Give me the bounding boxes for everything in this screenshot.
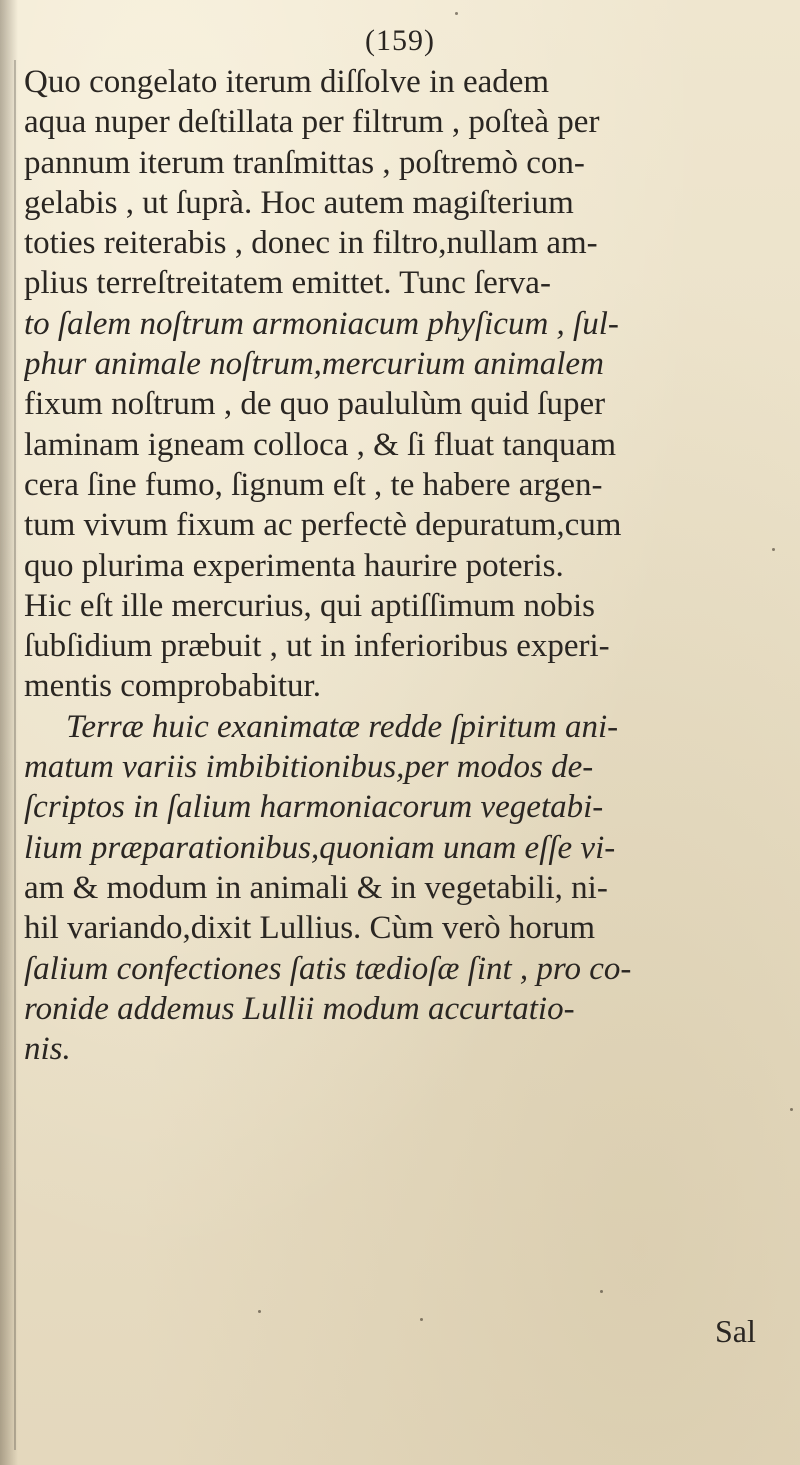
- ink-speck: [600, 1290, 603, 1293]
- ink-speck: [258, 1310, 261, 1313]
- text-line-24: ronide addemus Lullii modum accurtatio-: [24, 990, 575, 1027]
- text-line-15: ſubſidium præbuit , ut in inferioribus experi-: [24, 628, 610, 665]
- page-number: (159): [365, 24, 435, 57]
- text-line-19: ſcriptos in ſalium harmoniacorum vegetabi-: [24, 789, 604, 826]
- text-line-2: aqua nuper deſtillata per filtrum , poſteà per: [24, 104, 600, 141]
- text-line-9: fixum noſtrum , de quo paululùm quid ſuper: [24, 386, 606, 423]
- text-line-5: toties reiterabis , donec in filtro,nullam am-: [24, 225, 598, 262]
- text-line-22: hil variando,dixit Lullius. Cùm verò horum: [24, 910, 596, 947]
- text-line-13: quo plurima experimenta haurire poteris.: [24, 547, 564, 584]
- ink-speck: [455, 12, 458, 15]
- text-line-7: to ſalem noſtrum armoniacum phyſicum , ſul-: [24, 305, 619, 342]
- text-line-11: cera ſine fumo, ſignum eſt , te habere argen-: [24, 466, 603, 503]
- text-line-23: ſalium confectiones ſatis tædioſæ ſint , pro co-: [24, 950, 632, 987]
- page-gutter-rule: [14, 60, 16, 1450]
- text-line-25: nis.: [24, 1031, 71, 1068]
- text-line-18: matum variis imbibitionibus,per modos de-: [24, 749, 594, 786]
- text-line-16: mentis comprobabitur.: [24, 668, 321, 705]
- text-line-14: Hic eſt ille mercurius, qui aptiſſimum nobis: [24, 587, 595, 624]
- text-line-1: Quo congelato iterum diſſolve in eadem: [24, 64, 550, 100]
- text-line-4: gelabis , ut ſuprà. Hoc autem magiſterium: [24, 184, 574, 221]
- ink-speck: [790, 1108, 793, 1111]
- ink-speck: [420, 1318, 423, 1321]
- text-line-8: phur animale noſtrum,mercurium animalem: [24, 346, 604, 383]
- text-line-6: plius terreſtreitatem emittet. Tunc ſerva-: [24, 265, 551, 302]
- text-line-17: Terræ huic exanimatæ redde ſpiritum ani-: [66, 708, 619, 745]
- text-line-12: tum vivum fixum ac perfectè depuratum,cum: [24, 507, 622, 544]
- text-line-3: pannum iterum tranſmittas , poſtremò con-: [24, 144, 585, 181]
- text-line-21: am & modum in animali & in vegetabili, ni-: [24, 869, 608, 906]
- catchword: Sal: [715, 1313, 756, 1349]
- ink-speck: [772, 548, 775, 551]
- text-line-10: laminam igneam colloca , & ſi fluat tanquam: [24, 426, 616, 463]
- text-line-20: lium præparationibus,quoniam unam eſſe vi-: [24, 829, 616, 866]
- main-text: [24, 62, 794, 1069]
